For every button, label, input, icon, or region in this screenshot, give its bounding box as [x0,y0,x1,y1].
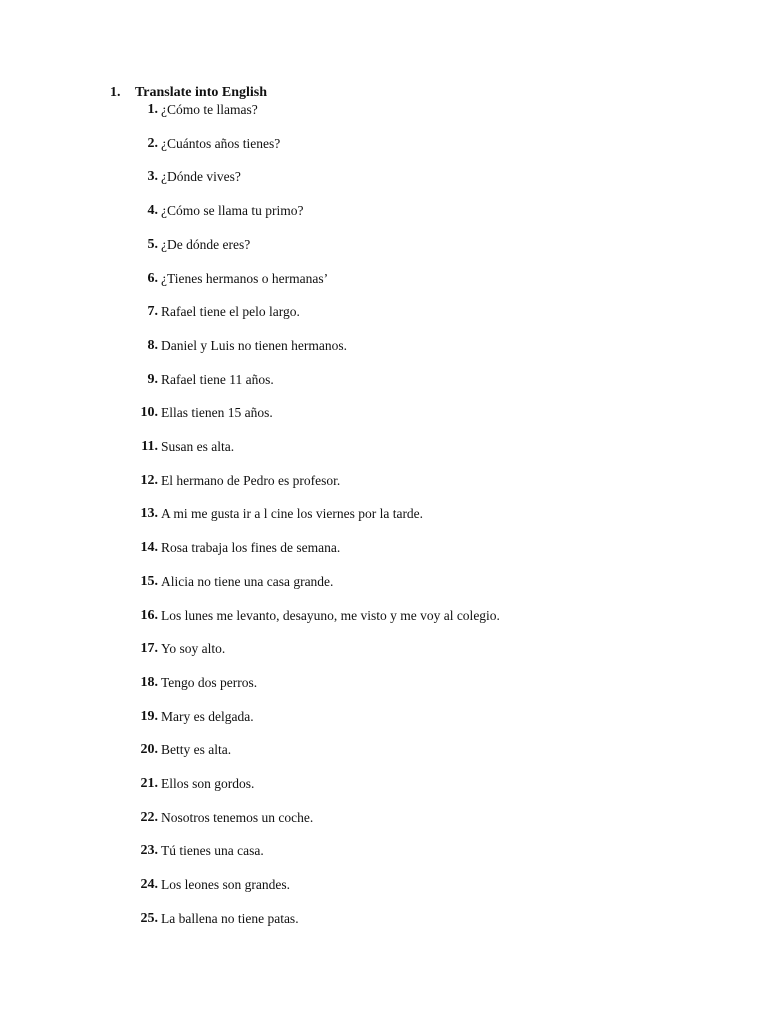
item-number: 15. [140,573,158,589]
item-number: 1. [147,102,158,117]
item-number: 20. [140,742,158,758]
list-item [110,911,710,931]
section-heading [110,85,267,101]
list-item [110,338,710,358]
item-number: 7. [147,304,158,320]
item-text: Los leones son grandes. [161,877,290,893]
list-item [110,405,710,425]
item-number: 2. [147,135,158,151]
list-item [110,102,710,122]
list-item [110,709,710,729]
item-text: Nosotros tenemos un coche. [161,809,314,825]
item-number: 16. [140,607,158,623]
list-item [110,877,710,897]
item-number: 24. [140,877,158,893]
item-text: A mi me gusta ir a l cine los viernes por la tarde. [161,506,424,522]
list-item [110,742,710,762]
item-number: 13. [140,506,158,522]
list-item [110,169,710,189]
item-number: 17. [140,641,158,657]
item-text: Ellas tienen 15 años. [161,405,273,421]
item-text: ¿Dónde vives? [161,169,241,185]
item-text: Susan es alta. [161,439,235,454]
item-text: La ballena no tiene patas. [161,910,299,926]
list-item [110,439,710,459]
list-item [110,203,710,223]
list-item [110,574,710,594]
list-item [110,271,710,291]
item-number: 4. [147,203,158,219]
item-number: 23. [140,843,158,859]
section-number: 1. [110,85,121,100]
item-text: Mary es delgada. [161,708,254,724]
item-text: Tú tienes una casa. [161,843,264,859]
item-text: Ellos son gordos. [161,776,255,791]
list-item [110,675,710,695]
item-number: 5. [147,236,158,252]
item-text: Rafael tiene el pelo largo. [161,304,300,320]
item-number: 12. [140,472,158,488]
list-item [110,473,710,493]
item-number: 14. [140,540,158,556]
list-item [110,810,710,830]
list-item [110,304,710,324]
item-text: Rafael tiene 11 años. [161,371,274,387]
list-item [110,776,710,796]
item-text: Tengo dos perros. [161,674,258,690]
item-number: 11. [141,439,158,454]
item-text: ¿Cómo se llama tu primo? [161,203,304,219]
item-number: 22. [140,809,158,825]
item-number: 10. [140,405,158,421]
list-item [110,540,710,560]
item-number: 3. [147,169,158,185]
item-text: Yo soy alto. [161,641,226,657]
item-number: 25. [140,910,158,926]
item-number: 6. [147,270,158,286]
item-number: 19. [140,708,158,724]
item-number: 21. [140,776,158,791]
item-text: ¿Cómo te llamas? [161,102,258,117]
list-item [110,641,710,661]
item-number: 18. [140,674,158,690]
item-text: Betty es alta. [161,742,232,758]
item-text: Rosa trabaja los fines de semana. [161,540,341,556]
item-text: ¿De dónde eres? [161,236,251,252]
list-item [110,843,710,863]
item-text: Alicia no tiene una casa grande. [161,573,334,589]
list-item [110,608,710,628]
item-text: Daniel y Luis no tienen hermanos. [161,337,347,353]
section-title: Translate into English [135,85,267,100]
item-text: Los lunes me levanto, desayuno, me visto y me voy al colegio. [161,607,500,623]
item-number: 9. [147,371,158,387]
list-item [110,136,710,156]
item-text: ¿Cuántos años tienes? [161,135,281,151]
list-item [110,506,710,526]
item-text: El hermano de Pedro es profesor. [161,472,341,488]
list-item [110,372,710,392]
item-text: ¿Tienes hermanos o hermanas’ [161,270,329,286]
list-item [110,237,710,257]
item-number: 8. [147,337,158,353]
